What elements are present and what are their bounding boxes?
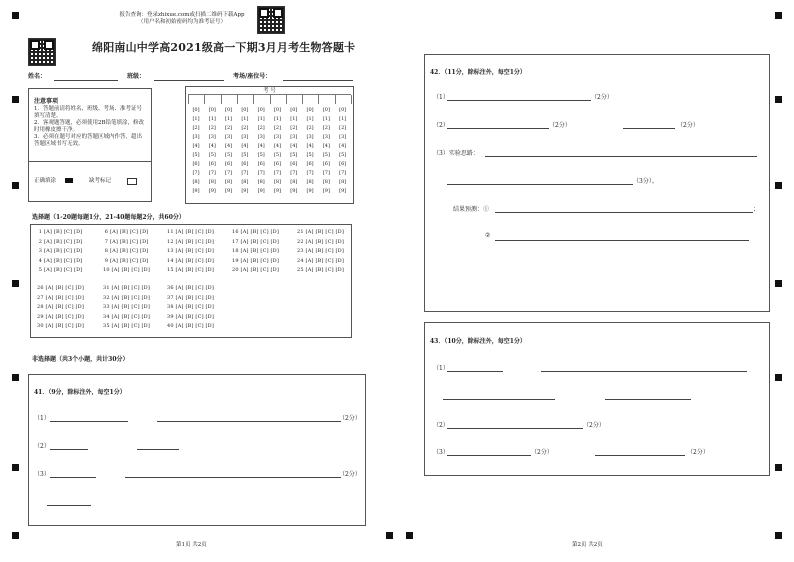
objective-item-14[interactable]: 14 [A] [B] [C] [D] (167, 257, 215, 264)
exam-number-column (204, 106, 220, 196)
objective-item-35[interactable]: 35 [A] [B] [C] [D] (103, 323, 151, 330)
exam-number-divider (351, 95, 352, 104)
timing-mark (12, 96, 19, 103)
q42-result-1-blank[interactable] (495, 212, 753, 213)
objective-item-5[interactable]: 5 [A] [B] [C] [D] (37, 267, 83, 274)
q42-result-2-blank[interactable] (495, 240, 749, 241)
q43-l3-score-a: （2分） (531, 449, 553, 456)
exam-number-bubble[interactable]: [5] (225, 152, 233, 158)
objective-item-22[interactable]: 22 [A] [B] [C] [D] (297, 238, 345, 245)
q41-l2-label: （2） (34, 443, 50, 450)
objective-item-9[interactable]: 9 [A] [B] [C] [D] (103, 257, 149, 264)
exam-number-divider (286, 95, 287, 104)
exam-number-bubble[interactable]: [7] (225, 170, 233, 176)
exam-number-column (237, 106, 253, 196)
exam-number-bubble[interactable]: [8] (225, 179, 233, 185)
exam-number-bubble[interactable]: [3] (208, 134, 216, 140)
exam-number-bubble[interactable]: [1] (192, 116, 200, 122)
exam-number-bubble[interactable]: [1] (257, 116, 265, 122)
q42-l2-blank-b[interactable] (623, 128, 675, 129)
exam-number-bubble[interactable]: [1] (241, 116, 249, 122)
q42-l2-score-a: （2分） (549, 122, 571, 129)
exam-number-bubble[interactable]: [7] (273, 170, 282, 176)
page2-footer: 第2页 共2页 (572, 542, 603, 548)
student-qr-code (28, 38, 56, 66)
objective-item-36[interactable]: 36 [A] [B] [C] [D] (167, 285, 215, 291)
q41-l1-score: （2分） (339, 415, 361, 422)
notes-item: 2．客观题答题，必须使用2B铅笔填涂，修改时用橡皮擦干净。 (34, 120, 145, 133)
notes-list (34, 106, 146, 148)
exam-number-bubble[interactable]: [3] (257, 134, 265, 140)
fill-correct-sample (65, 178, 73, 183)
exam-number-bubble[interactable]: [8] (322, 179, 330, 185)
exam-number-divider (270, 95, 271, 104)
q41-l3-blank-a[interactable] (50, 477, 96, 478)
q42-l3-score: （3分）。 (633, 178, 658, 185)
exam-number-bubble[interactable]: [3] (241, 134, 249, 140)
exam-number-bubble[interactable]: [6] (290, 161, 298, 167)
q42-l3-blank-b[interactable] (447, 184, 633, 185)
objective-item-6[interactable]: 6 [A] [B] [C] [D] (103, 229, 149, 235)
objective-item-13[interactable]: 13 [A] [B] [C] [D] (167, 248, 215, 255)
exam-number-bubble[interactable]: [0] (290, 107, 298, 113)
room-field[interactable] (283, 80, 353, 81)
page-title: 绵阳南山中学高2021级高一下期3月月考生物答题卡 (92, 41, 356, 54)
timing-mark (406, 532, 413, 539)
notes-item: 1．答题前请将姓名、班级、考场、准考证号填写清楚。 (34, 106, 143, 119)
exam-number-bubble[interactable]: [7] (208, 170, 216, 176)
exam-number-bubble[interactable]: [7] (290, 170, 298, 176)
exam-number-bubble[interactable]: [4] (322, 143, 330, 149)
exam-number-bubble[interactable]: [2] (290, 125, 298, 131)
exam-number-bubble[interactable]: [0] (225, 107, 233, 113)
q42-l3-label: （3）实验思路： (433, 150, 479, 157)
objective-item-2[interactable]: 2 [A] [B] [C] [D] (37, 238, 83, 245)
q42-l2-score-b: （2分） (677, 122, 699, 129)
class-field[interactable] (154, 80, 224, 81)
q42-l1-blank[interactable] (447, 100, 591, 101)
exam-number-bubble[interactable]: [2] (322, 125, 330, 131)
exam-number-column (270, 106, 286, 196)
timing-mark (12, 532, 19, 539)
objective-item-25[interactable]: 25 [A] [B] [C] [D] (297, 267, 345, 274)
exam-number-bubble[interactable]: [6] (192, 161, 200, 167)
exam-number-bubble[interactable]: [0] (322, 107, 330, 113)
exam-number-bubble[interactable]: [9] (306, 188, 314, 194)
exam-number-bubble[interactable]: [4] (241, 143, 249, 149)
q41-l3-blank-b[interactable] (125, 477, 341, 478)
q42-title: 42．（11分，除标注外，每空1分） (430, 69, 526, 76)
exam-number-bubble[interactable]: [9] (208, 188, 216, 194)
app-qr-code[interactable] (257, 6, 285, 34)
exam-number-bubble[interactable]: [2] (339, 125, 347, 131)
objective-answer-grid[interactable] (31, 225, 351, 337)
notes-title: 注意事项 (34, 98, 59, 105)
exam-number-bubble[interactable]: [0] (257, 107, 265, 113)
q43-title: 43．（10分，除标注外，每空1分） (430, 338, 526, 345)
subjective-title: 非选择题（共3个小题，共计30分） (32, 356, 129, 363)
exam-number-grid[interactable] (188, 106, 351, 198)
exam-number-bubble[interactable]: [6] (339, 161, 347, 167)
objective-item-19[interactable]: 19 [A] [B] [C] [D] (232, 257, 280, 264)
exam-number-bubble[interactable]: [6] (208, 161, 216, 167)
exam-number-bubble[interactable]: [3] (273, 134, 282, 140)
q43-l3-label: （3） (433, 449, 449, 456)
objective-item-7[interactable]: 7 [A] [B] [C] [D] (103, 238, 149, 245)
timing-mark (12, 374, 19, 381)
q43-l2-score: （2分） (583, 422, 605, 429)
exam-number-bubble[interactable]: [7] (257, 170, 265, 176)
objective-item-18[interactable]: 18 [A] [B] [C] [D] (232, 248, 280, 255)
exam-number-bubble[interactable]: [5] (208, 152, 216, 158)
q43-l2-blank[interactable] (447, 428, 583, 429)
q43-l1-blank-d[interactable] (605, 399, 691, 400)
exam-number-column (221, 106, 237, 196)
q43-box (424, 322, 770, 476)
name-field[interactable] (54, 80, 118, 81)
exam-number-bubble[interactable]: [0] (273, 107, 282, 113)
exam-number-bubble[interactable]: [5] (339, 152, 347, 158)
objective-item-15[interactable]: 15 [A] [B] [C] [D] (167, 267, 215, 274)
q41-l3-score: （2分） (339, 471, 361, 478)
exam-number-bubble[interactable]: [0] (306, 107, 314, 113)
exam-number-divider (204, 95, 205, 104)
exam-number-bubble[interactable]: [3] (306, 134, 314, 140)
exam-number-bubble[interactable]: [9] (192, 188, 200, 194)
objective-item-11[interactable]: 11 [A] [B] [C] [D] (167, 229, 215, 235)
exam-number-bubble[interactable]: [9] (322, 188, 330, 194)
timing-mark (12, 12, 19, 19)
exam-number-bubble[interactable]: [4] (192, 143, 200, 149)
q43-l1-label: （1） (433, 365, 449, 372)
objective-item-39[interactable]: 39 [A] [B] [C] [D] (167, 313, 215, 320)
exam-number-bubble[interactable]: [8] (290, 179, 298, 185)
q42-l3-blank-a[interactable] (485, 156, 757, 157)
report-notice-line1: 报告查询：登录zhixue.com或扫描二维码下载App (119, 12, 245, 18)
exam-number-bubble[interactable]: [9] (339, 188, 347, 194)
exam-number-divider (302, 95, 303, 104)
objective-item-29[interactable]: 29 [A] [B] [C] [D] (37, 313, 85, 320)
exam-number-bubble[interactable]: [6] (322, 161, 330, 167)
timing-mark (12, 182, 19, 189)
exam-number-bubble[interactable]: [1] (208, 116, 216, 122)
objective-item-30[interactable]: 30 [A] [B] [C] [D] (37, 323, 85, 330)
exam-number-bubble[interactable]: [5] (192, 152, 200, 158)
objective-item-24[interactable]: 24 [A] [B] [C] [D] (297, 257, 345, 264)
exam-number-header-rule (188, 94, 351, 95)
exam-number-bubble[interactable]: [0] (241, 107, 249, 113)
timing-mark (775, 96, 782, 103)
notes-item: 3．必须在题号对应的答题区域内作答，超出答题区域书写无效。 (34, 134, 143, 147)
exam-number-bubble[interactable]: [7] (306, 170, 314, 176)
exam-number-bubble[interactable]: [6] (225, 161, 233, 167)
absent-mark-box[interactable] (127, 178, 137, 185)
objective-item-33[interactable]: 33 [A] [B] [C] [D] (103, 304, 151, 311)
exam-number-bubble[interactable]: [3] (290, 134, 298, 140)
exam-number-column (318, 106, 334, 196)
q41-l2-blank-b[interactable] (137, 449, 179, 450)
q42-result-2-label: ② (485, 232, 491, 239)
exam-number-bubble[interactable]: [2] (241, 125, 249, 131)
objective-title: 选择题（1-20题每题1分，21-40题每题2分，共60分） (32, 214, 185, 221)
exam-number-bubble[interactable]: [1] (322, 116, 330, 122)
exam-number-bubble[interactable]: [9] (241, 188, 249, 194)
timing-mark (775, 182, 782, 189)
objective-item-21[interactable]: 21 [A] [B] [C] [D] (297, 229, 345, 235)
exam-number-bubble[interactable]: [4] (306, 143, 314, 149)
exam-number-bubble[interactable]: [8] (339, 179, 347, 185)
room-label: 考场/座位号： (233, 73, 272, 80)
exam-number-bubble[interactable]: [7] (322, 170, 330, 176)
notes-divider (29, 161, 151, 162)
q42-l1-score: （2分） (591, 94, 613, 101)
exam-number-bubble[interactable]: [1] (273, 116, 282, 122)
q43-l3-blank-b[interactable] (595, 455, 685, 456)
exam-number-bubble[interactable]: [0] (339, 107, 347, 113)
exam-number-bubble[interactable]: [6] (257, 161, 265, 167)
exam-number-bubble[interactable]: [7] (339, 170, 347, 176)
exam-number-bubble[interactable]: [2] (273, 125, 282, 131)
q41-l3-blank-c[interactable] (47, 505, 91, 506)
q42-result-end: ； (753, 206, 760, 213)
exam-number-bubble[interactable]: [0] (208, 107, 216, 113)
exam-number-bubble[interactable]: [0] (192, 107, 200, 113)
q42-l1-label: （1） (433, 94, 449, 101)
exam-number-bubble[interactable]: [3] (225, 134, 233, 140)
exam-number-bubble[interactable]: [5] (241, 152, 249, 158)
objective-item-38[interactable]: 38 [A] [B] [C] [D] (167, 304, 215, 311)
objective-item-28[interactable]: 28 [A] [B] [C] [D] (37, 304, 85, 311)
exam-number-bubble[interactable]: [8] (273, 179, 282, 185)
objective-item-3[interactable]: 3 [A] [B] [C] [D] (37, 248, 83, 255)
exam-number-column (335, 106, 351, 196)
exam-number-bubble[interactable]: [2] (257, 125, 265, 131)
exam-number-divider (253, 95, 254, 104)
q43-l1-blank-b[interactable] (541, 371, 747, 372)
exam-number-bubble[interactable]: [3] (322, 134, 330, 140)
objective-item-37[interactable]: 37 [A] [B] [C] [D] (167, 294, 215, 301)
exam-number-column (253, 106, 269, 196)
q41-box (28, 374, 366, 526)
exam-number-bubble[interactable]: [4] (290, 143, 298, 149)
q41-l3-label: （3） (34, 471, 50, 478)
exam-number-bubble[interactable]: [9] (290, 188, 298, 194)
exam-number-bubble[interactable]: [2] (192, 125, 200, 131)
q41-l1-blank-b[interactable] (157, 421, 341, 422)
exam-number-bubble[interactable]: [9] (225, 188, 233, 194)
timing-mark (775, 374, 782, 381)
exam-number-bubble[interactable]: [7] (192, 170, 200, 176)
exam-number-column (286, 106, 302, 196)
exam-number-column (302, 106, 318, 196)
q41-l1-blank-a[interactable] (50, 421, 128, 422)
exam-number-bubble[interactable]: [4] (339, 143, 347, 149)
absent-mark-label: 缺考标记 (89, 178, 112, 184)
timing-mark (775, 280, 782, 287)
exam-number-bubble[interactable]: [8] (208, 179, 216, 185)
exam-number-bubble[interactable]: [9] (257, 188, 265, 194)
q42-l2-blank-a[interactable] (447, 128, 549, 129)
objective-item-10[interactable]: 10 [A] [B] [C] [D] (103, 267, 151, 274)
exam-number-bubble[interactable]: [1] (339, 116, 347, 122)
exam-number-bubble[interactable]: [8] (241, 179, 249, 185)
exam-number-bubble[interactable]: [1] (290, 116, 298, 122)
exam-number-divider (237, 95, 238, 104)
q43-l3-blank-a[interactable] (447, 455, 531, 456)
timing-mark (12, 464, 19, 471)
objective-item-32[interactable]: 32 [A] [B] [C] [D] (103, 294, 151, 301)
fill-correct-label: 正确填涂 (34, 178, 57, 184)
timing-mark (775, 464, 782, 471)
exam-number-bubble[interactable]: [6] (273, 161, 282, 167)
exam-number-box (185, 86, 354, 204)
exam-number-bubble[interactable]: [8] (306, 179, 314, 185)
objective-item-27[interactable]: 27 [A] [B] [C] [D] (37, 294, 85, 301)
exam-number-bubble[interactable]: [7] (241, 170, 249, 176)
exam-number-bubble[interactable]: [8] (192, 179, 200, 185)
objective-item-31[interactable]: 31 [A] [B] [C] [D] (103, 285, 151, 291)
class-label: 班级： (127, 73, 146, 80)
exam-number-bubble[interactable]: [6] (241, 161, 249, 167)
exam-number-bubble[interactable]: [5] (257, 152, 265, 158)
objective-item-17[interactable]: 17 [A] [B] [C] [D] (232, 238, 280, 245)
exam-number-bubble[interactable]: [2] (306, 125, 314, 131)
q43-l1-blank-c[interactable] (443, 399, 555, 400)
q42-l2-label: （2） (433, 122, 449, 129)
objective-box (30, 224, 352, 338)
objective-item-4[interactable]: 4 [A] [B] [C] [D] (37, 257, 83, 264)
exam-number-bubble[interactable]: [9] (273, 188, 282, 194)
exam-number-bubble[interactable]: [5] (322, 152, 330, 158)
report-notice-line2: （用户名和初始密码均为准考证号） (137, 19, 226, 25)
exam-number-bubble[interactable]: [5] (290, 152, 298, 158)
exam-number-bubble[interactable]: [3] (339, 134, 347, 140)
exam-number-divider (318, 95, 319, 104)
timing-mark (12, 280, 19, 287)
objective-item-40[interactable]: 40 [A] [B] [C] [D] (167, 323, 215, 330)
exam-number-bubble[interactable]: [4] (225, 143, 233, 149)
objective-item-23[interactable]: 23 [A] [B] [C] [D] (297, 248, 345, 255)
name-label: 姓名： (28, 73, 47, 80)
objective-item-1[interactable]: 1 [A] [B] [C] [D] (37, 229, 83, 235)
exam-number-bubble[interactable]: [2] (208, 125, 216, 131)
exam-number-column (188, 106, 204, 196)
exam-number-bubble[interactable]: [8] (257, 179, 265, 185)
objective-item-8[interactable]: 8 [A] [B] [C] [D] (103, 248, 149, 255)
exam-number-bubble[interactable]: [5] (273, 152, 282, 158)
objective-item-26[interactable]: 26 [A] [B] [C] [D] (37, 285, 85, 291)
objective-item-34[interactable]: 34 [A] [B] [C] [D] (103, 313, 151, 320)
exam-number-bubble[interactable]: [3] (192, 134, 200, 140)
exam-number-bubble[interactable]: [1] (225, 116, 233, 122)
page1-footer: 第1页 共2页 (176, 542, 207, 548)
timing-mark (386, 532, 393, 539)
exam-number-label: 考 号 (263, 88, 276, 94)
exam-number-bubble[interactable]: [4] (257, 143, 265, 149)
q41-l1-label: （1） (34, 415, 50, 422)
exam-number-bubble[interactable]: [5] (306, 152, 314, 158)
exam-number-divider (335, 95, 336, 104)
notes-box (28, 88, 152, 202)
objective-item-20[interactable]: 20 [A] [B] [C] [D] (232, 267, 280, 274)
report-notice (112, 12, 252, 26)
objective-item-12[interactable]: 12 [A] [B] [C] [D] (167, 238, 215, 245)
q41-l2-blank-a[interactable] (50, 449, 88, 450)
exam-number-divider (221, 95, 222, 104)
q42-box (424, 54, 770, 312)
q43-l1-blank-a[interactable] (447, 371, 503, 372)
q43-l2-label: （2） (433, 422, 449, 429)
q41-title: 41．（9分，除标注外，每空1分） (34, 389, 126, 396)
exam-number-divider (188, 95, 189, 104)
timing-mark (775, 12, 782, 19)
exam-number-bubble[interactable]: [4] (273, 143, 282, 149)
objective-item-16[interactable]: 16 [A] [B] [C] [D] (232, 229, 280, 235)
exam-number-bubble[interactable]: [6] (306, 161, 314, 167)
q43-l3-score-b: （2分） (687, 449, 709, 456)
exam-number-bubble[interactable]: [2] (225, 125, 233, 131)
exam-number-bubble[interactable]: [1] (306, 116, 314, 122)
q42-result-label: 结果预测：① (453, 206, 490, 213)
timing-mark (775, 532, 782, 539)
exam-number-bubble[interactable]: [4] (208, 143, 216, 149)
